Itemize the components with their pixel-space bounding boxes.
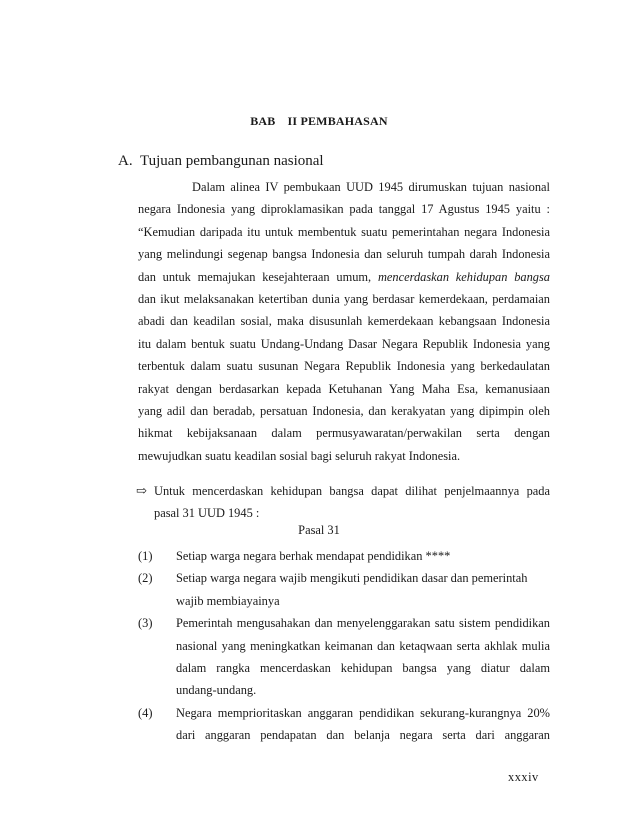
paragraph-line: terbentuk dalam suatu susunan Negara Republik Indonesia yang berkedaulatan [138, 359, 550, 374]
section-title: Tujuan pembangunan nasional [140, 153, 324, 169]
bullet-point [136, 480, 550, 525]
paragraph-line: mewujudkan suatu keadilan sosial bagi seluruh rakyat Indonesia. [138, 448, 461, 463]
paragraph-line: yang adil dan beradab, persatuan Indonesia, dan kerakyatan yang dipimpin oleh [138, 403, 550, 418]
item-line: nasional yang meningkatkan keimanan dan ketaqwaan serta akhlak mulia [176, 638, 550, 653]
paragraph-line: “Kemudian daripada itu untuk membentuk suatu pemerintahan negara Indonesia [138, 224, 550, 239]
item-number: (1) [138, 549, 153, 563]
chapter-title: II PEMBAHASAN [287, 114, 388, 128]
list-item [138, 612, 550, 702]
list-item [138, 545, 550, 567]
page-number: xxxiv [508, 770, 539, 784]
italic-phrase: mencerdaskan kehidupan bangsa [377, 269, 550, 284]
bullet-line [136, 480, 550, 502]
item-line: undang-undang. [176, 683, 257, 698]
body-paragraph [138, 176, 550, 467]
paragraph-text: dan untuk memajukan kesejahteraan umum, [138, 269, 372, 284]
list-item [138, 567, 550, 612]
item-line: Setiap warga negara wajib mengikuti pendidikan dasar dan pemerintah [176, 571, 528, 586]
item-line: Pemerintah mengusahakan dan menyelenggarakan satu sistem pendidikan [176, 616, 550, 631]
item-line: Setiap warga negara berhak mendapat pendidikan **** [176, 549, 451, 563]
item-number: (4) [138, 705, 153, 720]
section-heading [118, 153, 324, 170]
article-title: Pasal 31 [298, 523, 340, 537]
list-item [138, 702, 550, 747]
paragraph-line: hikmat kebijaksanaan dalam permusyawaratan/perwakilan serta dengan [138, 426, 550, 441]
bullet-line: pasal 31 UUD 1945 : [154, 506, 260, 521]
section-letter: A. [118, 153, 133, 169]
paragraph-line: negara Indonesia yang diproklamasikan pada tanggal 17 Agustus 1945 yaitu : [138, 202, 550, 217]
paragraph-line-mixed [138, 266, 550, 288]
bullet-text: Untuk mencerdaskan kehidupan bangsa dapat dilihat penjelmaannya pada [154, 484, 550, 498]
item-line: wajib membiayainya [176, 593, 280, 608]
arrow-right-icon: ⇨ [136, 483, 147, 498]
item-number: (3) [138, 616, 153, 631]
paragraph-line: yang melindungi segenap bangsa Indonesia dan seluruh tumpah darah Indonesia [138, 247, 550, 262]
item-line: dalam rangka mencerdaskan kehidupan bangsa yang diatur dalam [176, 660, 550, 675]
article-items [138, 545, 550, 747]
item-number: (2) [138, 571, 153, 586]
chapter-heading [0, 114, 638, 129]
paragraph-line: Dalam alinea IV pembukaan UUD 1945 dirumuskan tujuan nasional [192, 180, 550, 194]
paragraph-line: itu dalam bentuk suatu Undang-Undang Dasar Negara Republik Indonesia yang [138, 336, 550, 351]
paragraph-line: abadi dan keadilan sosial, maka disusunlah kemerdekaan kebangsaan Indonesia [138, 314, 550, 329]
item-line: Negara memprioritaskan anggaran pendidikan sekurang-kurangnya 20% [176, 705, 550, 720]
chapter-label: BAB [250, 114, 276, 128]
item-line: dari anggaran pendapatan dan belanja negara serta dari anggaran [176, 728, 550, 743]
paragraph-line: rakyat dengan berdasarkan kepada Ketuhanan Yang Maha Esa, kemanusiaan [138, 381, 550, 396]
paragraph-line: dan ikut melaksanakan ketertiban dunia yang berdasar kemerdekaan, perdamaian [138, 291, 550, 306]
